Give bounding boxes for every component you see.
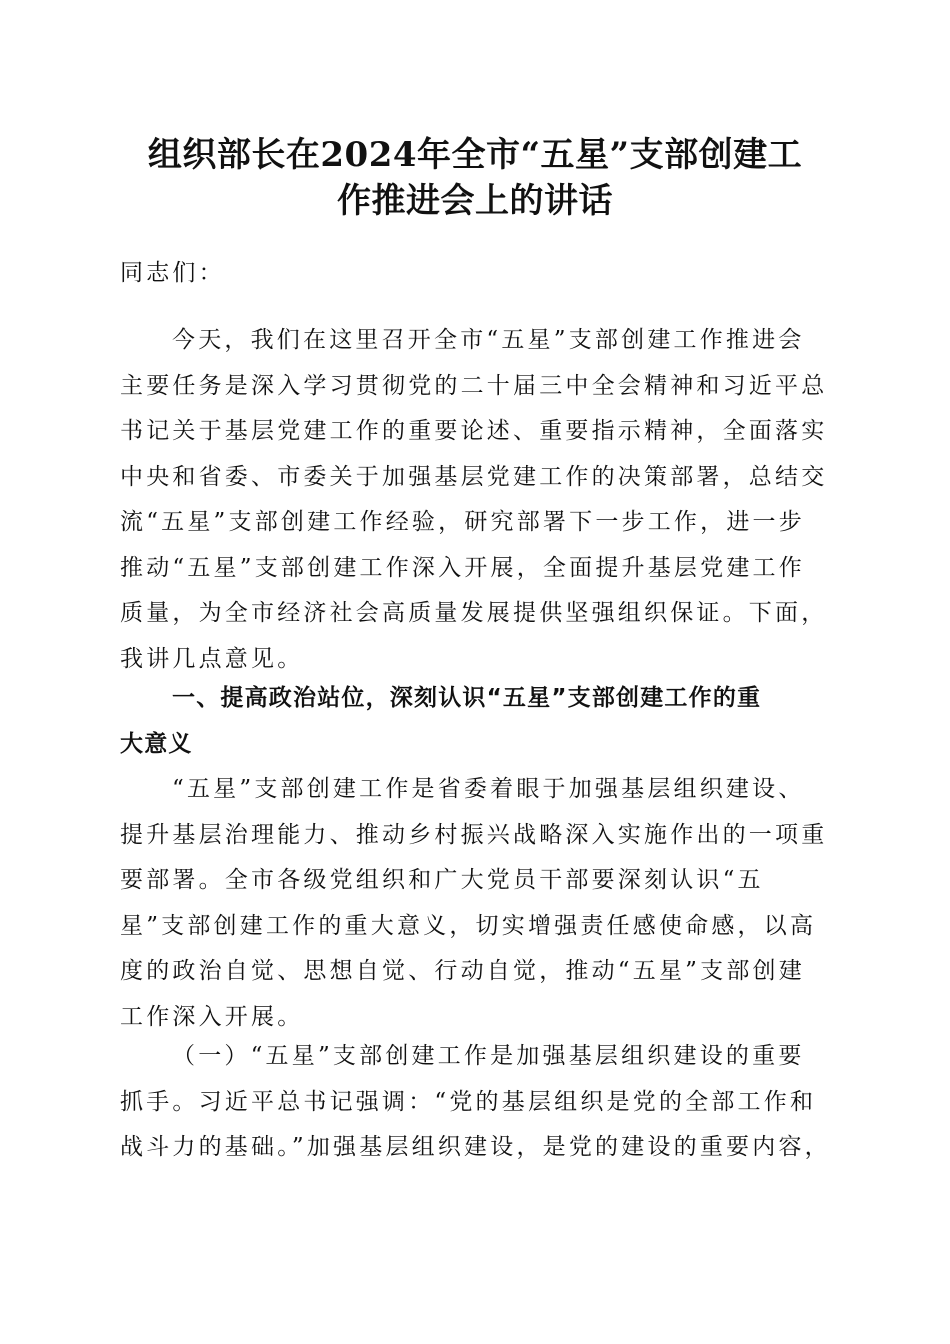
paragraph-line: 工作深入开展。 [120, 1003, 304, 1030]
paragraph-line: 流“五星”支部创建工作经验，研究部署下一步工作，进一步 [120, 509, 805, 535]
paragraph-line: 我讲几点意见。 [120, 645, 304, 672]
paragraph-line: 度的政治自觉、思想自觉、行动自觉，推动“五星”支部创建 [120, 958, 805, 984]
paragraph-3 [120, 1034, 831, 1171]
heading-line: 大意义 [120, 730, 193, 757]
salutation-text: 同志们： [120, 260, 225, 286]
paragraph-line: “五星”支部创建工作是省委着眼于加强基层组织建设、 [172, 776, 805, 802]
paragraph-line: 中央和省委、市委关于加强基层党建工作的决策部署，总结交 [120, 463, 828, 490]
title-line-2: 作推进会上的讲话 [337, 181, 613, 221]
paragraph-line: 今天，我们在这里召开全市“五星”支部创建工作推进会 [172, 327, 805, 353]
paragraph-line: 抓手。习近平总书记强调：“党的基层组织是党的全部工作和 [120, 1088, 817, 1115]
paragraph-line: （一）“五星”支部创建工作是加强基层组织建设的重要 [172, 1043, 805, 1069]
paragraph-line: 质量，为全市经济社会高质量发展提供坚强组织保证。下面， [120, 600, 828, 626]
page-title [120, 132, 830, 224]
paragraph-2 [120, 767, 828, 1040]
paragraph-line: 推动“五星”支部创建工作深入开展，全面提升基层党建工作 [120, 554, 805, 581]
heading-line: 一、提高政治站位，深刻认识“五星”支部创建工作的重 [172, 685, 762, 711]
paragraph-line: 提升基层治理能力、推动乡村振兴战略深入实施作出的一项重 [120, 821, 828, 848]
paragraph-line: 主要任务是深入学习贯彻党的二十届三中全会精神和习近平总 [120, 372, 828, 399]
paragraph-line: 书记关于基层党建工作的重要论述、重要指示精神，全面落实 [120, 418, 828, 444]
title-line-1: 组织部长在2024年全市“五星”支部创建工 [147, 135, 803, 175]
paragraph-line: 战斗力的基础。”加强基层组织建设，是党的建设的重要内容， [120, 1134, 831, 1160]
section-heading-1 [120, 676, 828, 767]
salutation [120, 251, 828, 297]
paragraph-line: 要部署。全市各级党组织和广大党员干部要深刻认识“五 [120, 867, 764, 893]
paragraph-1 [120, 318, 828, 682]
paragraph-line: 星”支部创建工作的重大意义，切实增强责任感使命感，以高 [120, 912, 817, 939]
